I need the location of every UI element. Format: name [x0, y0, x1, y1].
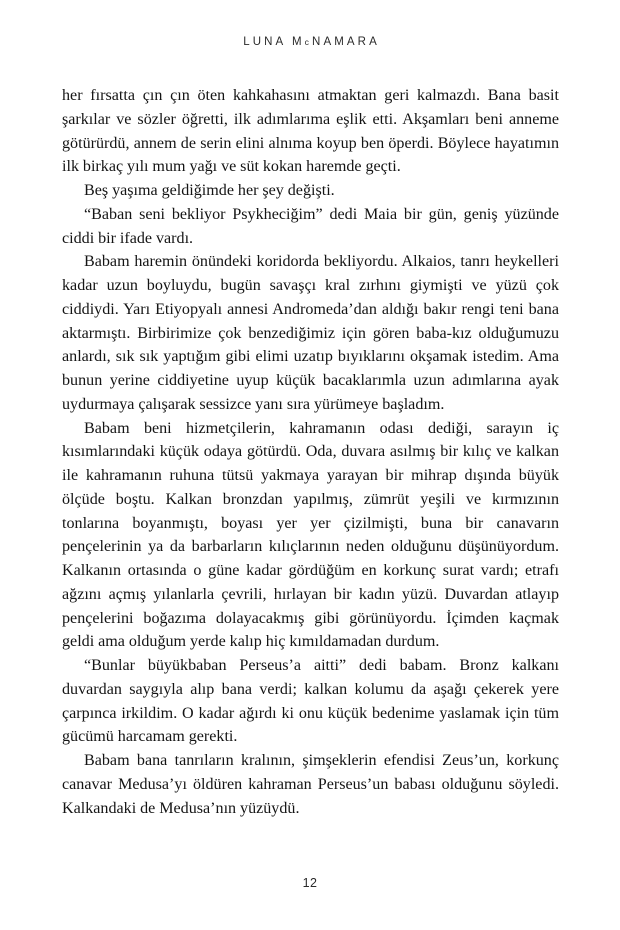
paragraph: “Bunlar büyükbaban Perseus’a aitti” dedi babam. Bronz kalkanı duvardan saygıyla alıp bana verdi; kalkan kolumu da aşağı çekerek yere çarpınca irkildim. O kadar ağırdı ki onu küçük bedenime yaslamak için tüm gücümü harcamam gerekti.: [62, 657, 559, 746]
paragraph: Babam beni hizmetçilerin, kahramanın odası dediği, sarayın iç kısımlarındaki küçük odaya götürdü. Oda, duvara asılmış bir kılıç ve kalkan ile kahramanın ruhuna tütsü yakmaya yarayan bir mihrap dışında büyük ölçüde boştu. Kalkan bronzdan yapılmış, zümrüt yeşili ve kırmızının tonlarına boyanmıştı, boyası yer yer çizilmişti, buna bir canavarın pençelerinin ya da barbarların kılıçlarının neden olduğunu düşünüyordum. Kalkanın ortasında o güne kadar gördüğüm en korkunç surat vardı; etrafı ağzını açmış yılanlarla çevrili, hırlayan bir kadın yüzü. Duvardan atlayıp pençelerini boğazıma dolayacakmış gibi görünüyordu. İçimden kaçmak geldi ama olduğum yerde kalıp hiç kımıldamadan durdum.: [62, 419, 559, 651]
running-head-author-part1: LUNA M: [243, 36, 305, 48]
body-text-block: [62, 84, 559, 820]
paragraph: Babam haremin önündeki koridorda bekliyordu. Alkaios, tanrı heykelleri kadar uzun boyluydu, bugün savaşçı kral zırhını giymişti ve yüzü çok ciddiydi. Yarı Etiyopyalı annesi Andromeda’dan aldığı bakır rengi teni bana aktarmıştı. Birbirimize çok benzediğimiz için gören baba-kız olduğumuzu anlardı, sık sık yaptığım gibi elimi uzatıp bıyıklarını okşamak istedim. Ama bunun yerine ciddiyetine uyup küçük bacaklarımla uzun adımlarına ayak uydurmaya çalışarak sessizce yanı sıra yürümeye başladım.: [62, 253, 559, 413]
running-head-author-smallcap-c: c: [304, 37, 313, 47]
running-head: [0, 36, 620, 48]
running-head-author-part2: NAMARA: [312, 36, 380, 48]
page-number: 12: [302, 876, 318, 890]
paragraph: Babam bana tanrıların kralının, şimşeklerin efendisi Zeus’un, korkunç canavar Medusa’yı öldüren kahraman Perseus’un babası olduğunu söyledi. Kalkandaki de Medusa’nın yüzüydü.: [62, 752, 559, 817]
paragraph: her fırsatta çın çın öten kahkahasını atmaktan geri kalmazdı. Bana basit şarkılar ve sözler öğretti, ilk adımlarıma eşlik etti. Akşamları beni anneme götürürdü, annem de serin elini alnıma koyup ben öperdi. Böylece hayatımın ilk birkaç yılı mum yağı ve süt kokan haremde geçti.: [62, 87, 559, 176]
paragraph: Beş yaşıma geldiğimde her şey değişti.: [84, 182, 335, 199]
paragraph: “Baban seni bekliyor Psykheciğim” dedi Maia bir gün, geniş yüzünde ciddi bir ifade vardı.: [62, 205, 559, 247]
